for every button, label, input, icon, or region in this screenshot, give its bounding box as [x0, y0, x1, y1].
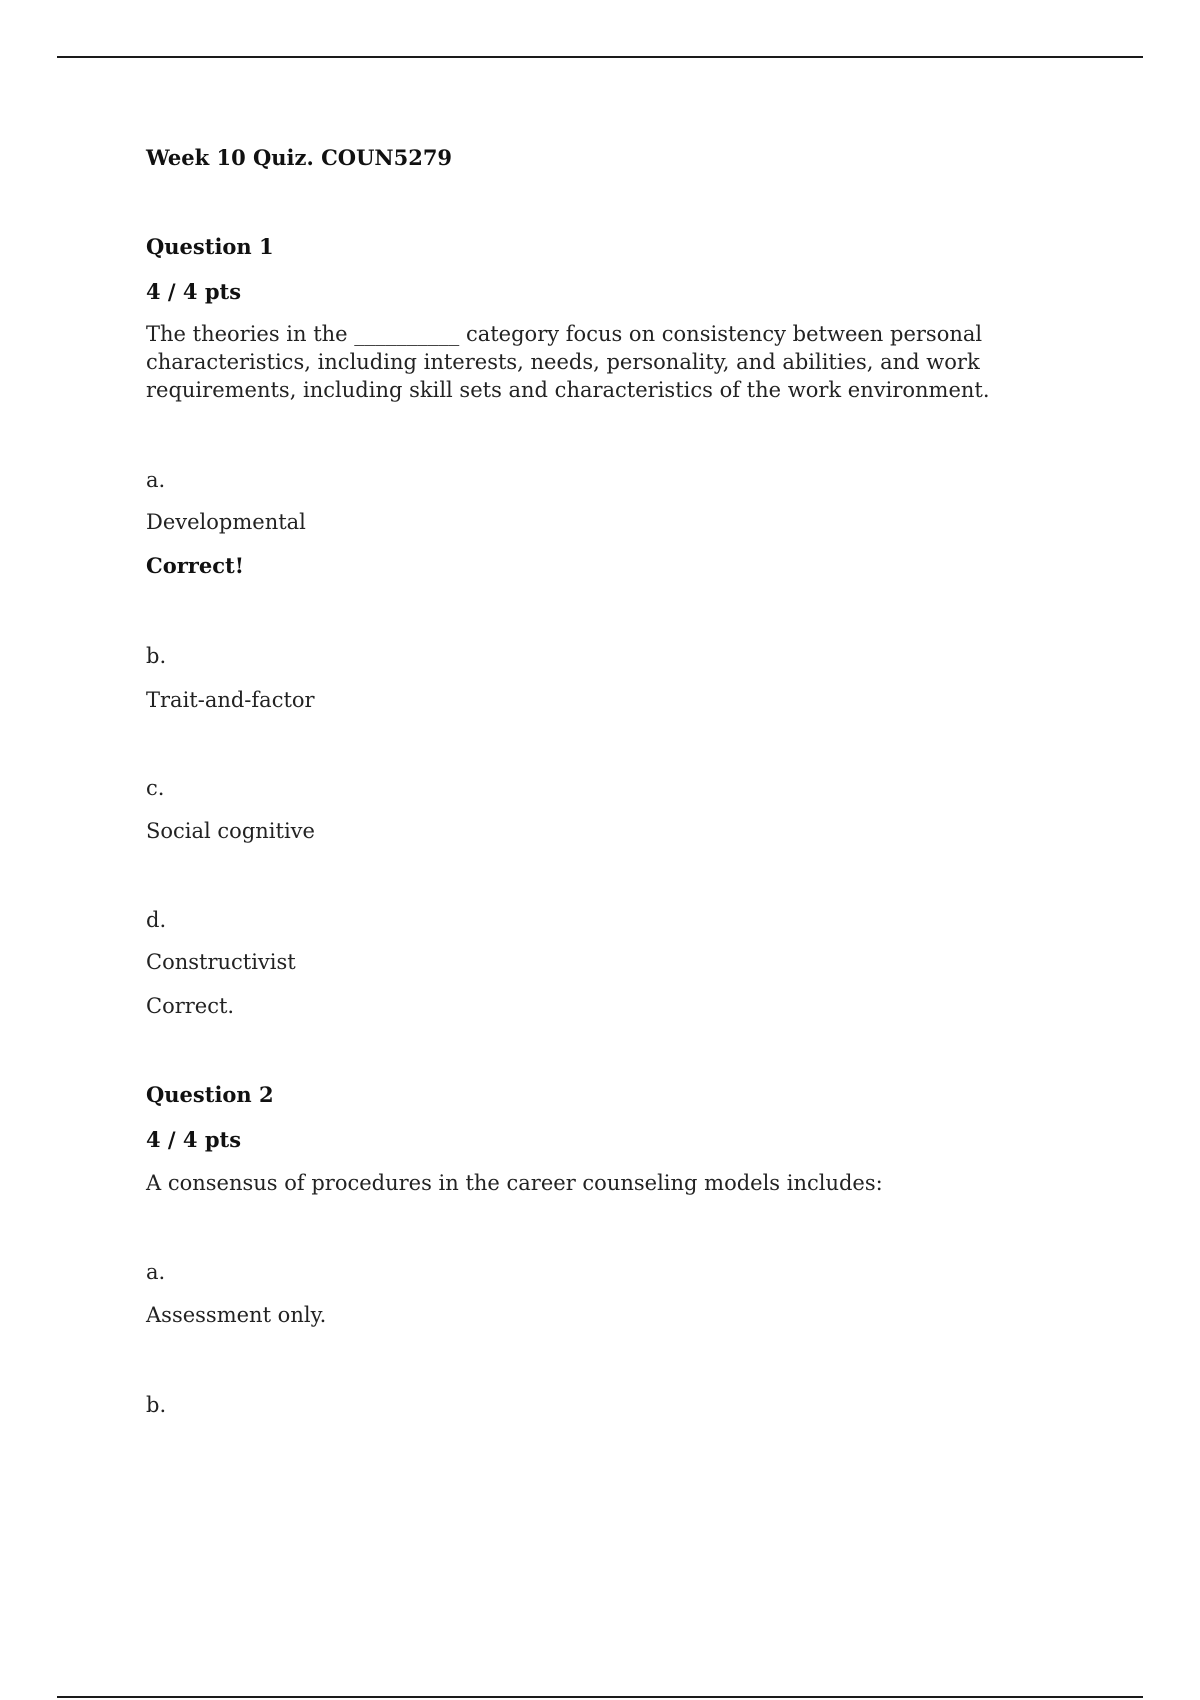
question-prompt: A consensus of procedures in the career counseling models includes: — [146, 1171, 883, 1195]
question-heading: Question 2 — [146, 1082, 274, 1107]
question-prompt — [146, 320, 1046, 404]
question-points: 4 / 4 pts — [146, 279, 242, 304]
prompt-line: characteristics, including interests, needs, personality, and abilities, and work — [146, 350, 980, 374]
question-points: 4 / 4 pts — [146, 1127, 242, 1152]
bottom-divider — [57, 1696, 1143, 1698]
option-letter: b. — [146, 644, 167, 668]
option-letter: a. — [146, 468, 166, 492]
option-text[interactable]: Trait-and-factor — [146, 688, 315, 712]
prompt-line: The theories in the __________ category focus on consistency between personal — [146, 322, 983, 346]
top-divider — [57, 56, 1143, 58]
option-text[interactable]: Assessment only. — [146, 1303, 327, 1327]
option-feedback: Correct! — [146, 553, 244, 578]
prompt-line: requirements, including skill sets and characteristics of the work environment. — [146, 378, 990, 402]
option-text[interactable]: Social cognitive — [146, 819, 315, 843]
option-text[interactable]: Developmental — [146, 510, 306, 534]
option-feedback: Correct. — [146, 994, 235, 1018]
question-heading: Question 1 — [146, 234, 274, 259]
document-title: Week 10 Quiz. COUN5279 — [146, 145, 453, 170]
option-letter: b. — [146, 1393, 167, 1417]
option-letter: d. — [146, 908, 167, 932]
option-letter: a. — [146, 1260, 166, 1284]
option-text[interactable]: Constructivist — [146, 950, 296, 974]
option-letter: c. — [146, 776, 165, 800]
